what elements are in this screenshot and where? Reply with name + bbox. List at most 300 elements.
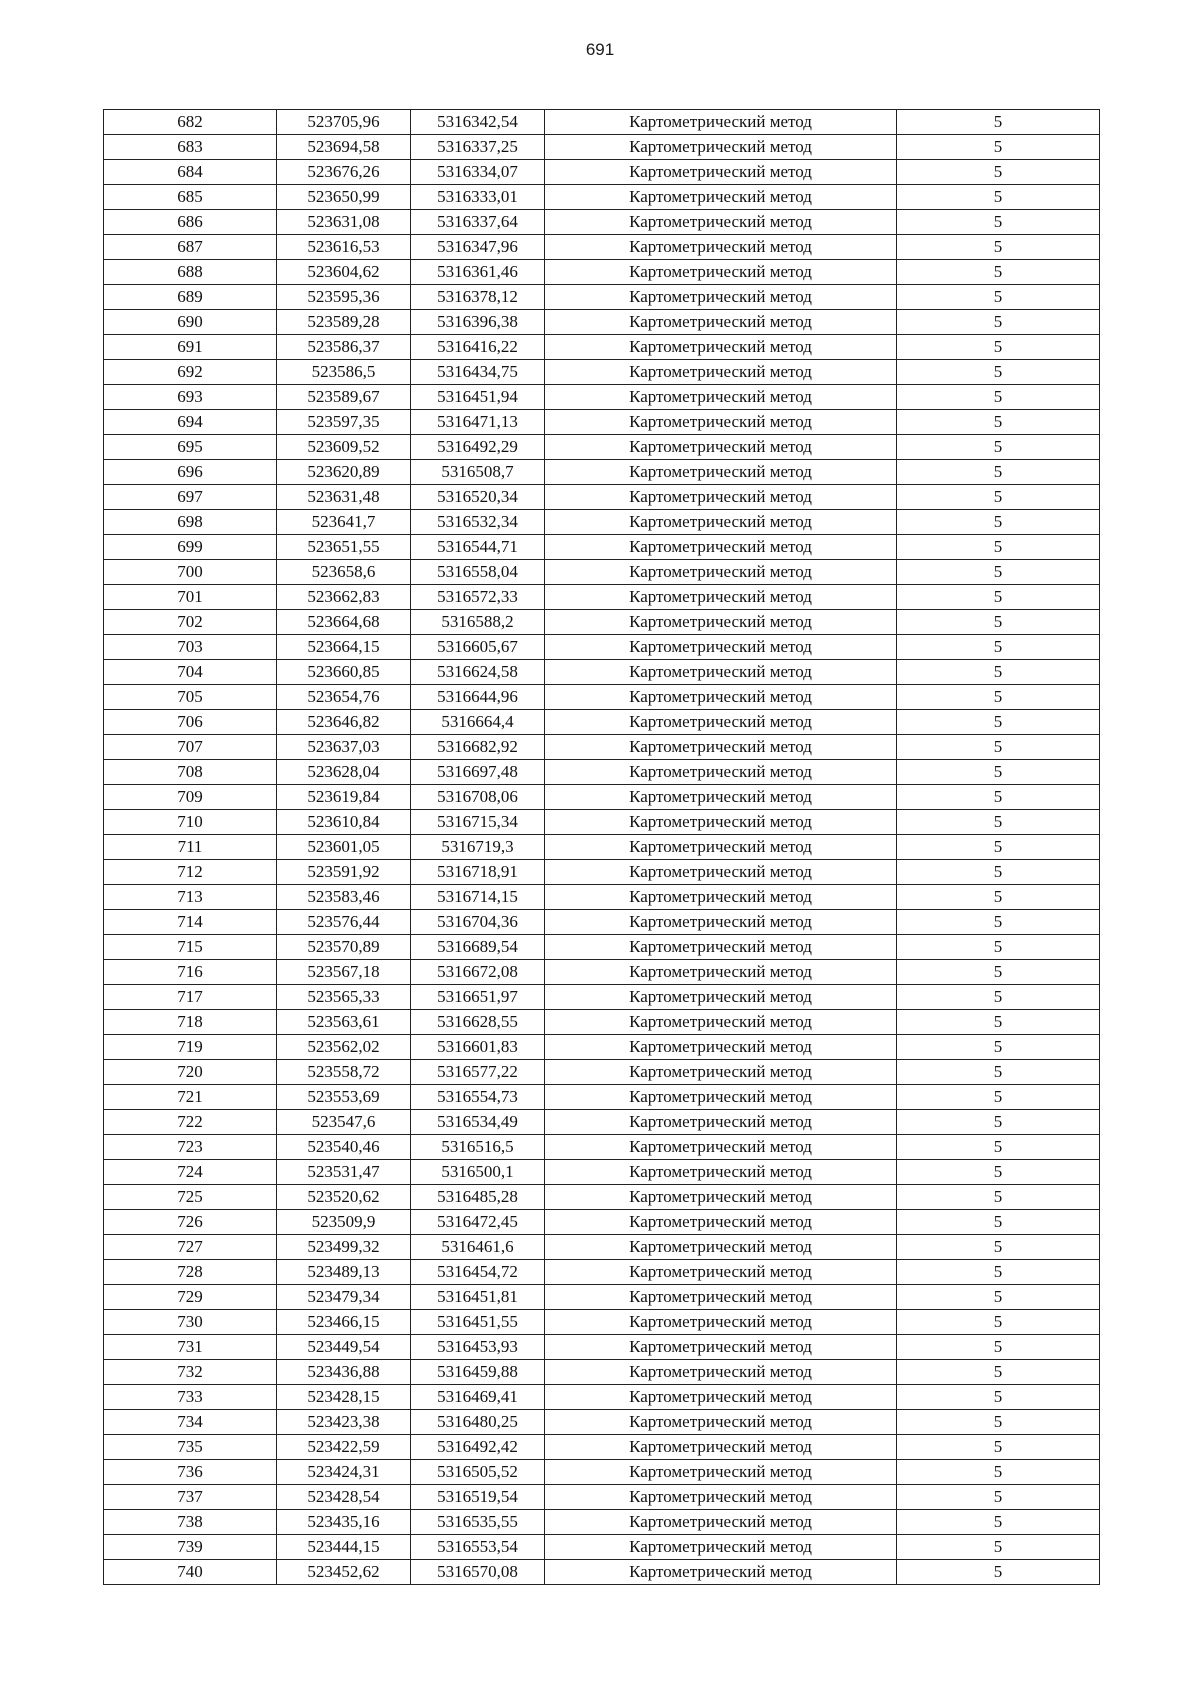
table-row: [104, 1335, 1100, 1360]
y-coordinate-cell: 5316378,12: [411, 285, 545, 310]
table-row: [104, 1010, 1100, 1035]
point-number-cell: 735: [104, 1435, 277, 1460]
point-number-cell: 737: [104, 1485, 277, 1510]
accuracy-cell: 5: [897, 610, 1100, 635]
point-number-cell: 721: [104, 1085, 277, 1110]
x-coordinate-cell: 523570,89: [277, 935, 411, 960]
method-cell: Картометрический метод: [545, 1460, 897, 1485]
table-row: [104, 735, 1100, 760]
method-cell: Картометрический метод: [545, 1185, 897, 1210]
table-row: [104, 585, 1100, 610]
table-row: [104, 1385, 1100, 1410]
method-cell: Картометрический метод: [545, 610, 897, 635]
table-row: [104, 985, 1100, 1010]
y-coordinate-cell: 5316454,72: [411, 1260, 545, 1285]
point-number-cell: 709: [104, 785, 277, 810]
x-coordinate-cell: 523520,62: [277, 1185, 411, 1210]
x-coordinate-cell: 523589,67: [277, 385, 411, 410]
table-row: [104, 560, 1100, 585]
x-coordinate-cell: 523424,31: [277, 1460, 411, 1485]
table-row: [104, 1260, 1100, 1285]
y-coordinate-cell: 5316361,46: [411, 260, 545, 285]
table-row: [104, 360, 1100, 385]
accuracy-cell: 5: [897, 910, 1100, 935]
accuracy-cell: 5: [897, 110, 1100, 135]
accuracy-cell: 5: [897, 1110, 1100, 1135]
point-number-cell: 725: [104, 1185, 277, 1210]
method-cell: Картометрический метод: [545, 435, 897, 460]
y-coordinate-cell: 5316347,96: [411, 235, 545, 260]
x-coordinate-cell: 523466,15: [277, 1310, 411, 1335]
method-cell: Картометрический метод: [545, 985, 897, 1010]
accuracy-cell: 5: [897, 535, 1100, 560]
x-coordinate-cell: 523610,84: [277, 810, 411, 835]
accuracy-cell: 5: [897, 1535, 1100, 1560]
point-number-cell: 701: [104, 585, 277, 610]
method-cell: Картометрический метод: [545, 1160, 897, 1185]
point-number-cell: 705: [104, 685, 277, 710]
method-cell: Картометрический метод: [545, 635, 897, 660]
y-coordinate-cell: 5316628,55: [411, 1010, 545, 1035]
table-row: [104, 210, 1100, 235]
y-coordinate-cell: 5316453,93: [411, 1335, 545, 1360]
table-row: [104, 260, 1100, 285]
x-coordinate-cell: 523562,02: [277, 1035, 411, 1060]
accuracy-cell: 5: [897, 1260, 1100, 1285]
point-number-cell: 689: [104, 285, 277, 310]
x-coordinate-cell: 523567,18: [277, 960, 411, 985]
accuracy-cell: 5: [897, 785, 1100, 810]
x-coordinate-cell: 523479,34: [277, 1285, 411, 1310]
accuracy-cell: 5: [897, 735, 1100, 760]
x-coordinate-cell: 523637,03: [277, 735, 411, 760]
method-cell: Картометрический метод: [545, 1260, 897, 1285]
accuracy-cell: 5: [897, 385, 1100, 410]
point-number-cell: 695: [104, 435, 277, 460]
accuracy-cell: 5: [897, 1360, 1100, 1385]
y-coordinate-cell: 5316485,28: [411, 1185, 545, 1210]
method-cell: Картометрический метод: [545, 1560, 897, 1585]
x-coordinate-cell: 523676,26: [277, 160, 411, 185]
y-coordinate-cell: 5316492,42: [411, 1435, 545, 1460]
accuracy-cell: 5: [897, 885, 1100, 910]
method-cell: Картометрический метод: [545, 535, 897, 560]
point-number-cell: 697: [104, 485, 277, 510]
table-row: [104, 235, 1100, 260]
accuracy-cell: 5: [897, 810, 1100, 835]
point-number-cell: 710: [104, 810, 277, 835]
x-coordinate-cell: 523547,6: [277, 1110, 411, 1135]
x-coordinate-cell: 523591,92: [277, 860, 411, 885]
method-cell: Картометрический метод: [545, 1410, 897, 1435]
y-coordinate-cell: 5316472,45: [411, 1210, 545, 1235]
y-coordinate-cell: 5316416,22: [411, 335, 545, 360]
x-coordinate-cell: 523565,33: [277, 985, 411, 1010]
method-cell: Картометрический метод: [545, 1110, 897, 1135]
point-number-cell: 720: [104, 1060, 277, 1085]
y-coordinate-cell: 5316505,52: [411, 1460, 545, 1485]
table-row: [104, 385, 1100, 410]
point-number-cell: 706: [104, 710, 277, 735]
table-row: [104, 1210, 1100, 1235]
point-number-cell: 715: [104, 935, 277, 960]
table-row: [104, 1285, 1100, 1310]
accuracy-cell: 5: [897, 1235, 1100, 1260]
accuracy-cell: 5: [897, 410, 1100, 435]
y-coordinate-cell: 5316500,1: [411, 1160, 545, 1185]
table-row: [104, 1560, 1100, 1585]
x-coordinate-cell: 523604,62: [277, 260, 411, 285]
y-coordinate-cell: 5316697,48: [411, 760, 545, 785]
table-row: [104, 810, 1100, 835]
point-number-cell: 692: [104, 360, 277, 385]
table-row: [104, 610, 1100, 635]
accuracy-cell: 5: [897, 460, 1100, 485]
y-coordinate-cell: 5316492,29: [411, 435, 545, 460]
y-coordinate-cell: 5316535,55: [411, 1510, 545, 1535]
y-coordinate-cell: 5316469,41: [411, 1385, 545, 1410]
x-coordinate-cell: 523558,72: [277, 1060, 411, 1085]
y-coordinate-cell: 5316651,97: [411, 985, 545, 1010]
table-row: [104, 160, 1100, 185]
x-coordinate-cell: 523705,96: [277, 110, 411, 135]
accuracy-cell: 5: [897, 210, 1100, 235]
point-number-cell: 723: [104, 1135, 277, 1160]
table-row: [104, 1535, 1100, 1560]
y-coordinate-cell: 5316558,04: [411, 560, 545, 585]
method-cell: Картометрический метод: [545, 560, 897, 585]
table-row: [104, 1085, 1100, 1110]
point-number-cell: 730: [104, 1310, 277, 1335]
method-cell: Картометрический метод: [545, 810, 897, 835]
y-coordinate-cell: 5316333,01: [411, 185, 545, 210]
method-cell: Картометрический метод: [545, 835, 897, 860]
accuracy-cell: 5: [897, 1160, 1100, 1185]
table-row: [104, 185, 1100, 210]
page-number: 691: [585, 40, 615, 59]
y-coordinate-cell: 5316605,67: [411, 635, 545, 660]
table-row: [104, 1460, 1100, 1485]
accuracy-cell: 5: [897, 1310, 1100, 1335]
x-coordinate-cell: 523601,05: [277, 835, 411, 860]
point-number-cell: 693: [104, 385, 277, 410]
accuracy-cell: 5: [897, 835, 1100, 860]
method-cell: Картометрический метод: [545, 235, 897, 260]
table-row: [104, 910, 1100, 935]
table-row: [104, 960, 1100, 985]
method-cell: Картометрический метод: [545, 1335, 897, 1360]
point-number-cell: 686: [104, 210, 277, 235]
y-coordinate-cell: 5316534,49: [411, 1110, 545, 1135]
method-cell: Картометрический метод: [545, 1310, 897, 1335]
method-cell: Картометрический метод: [545, 460, 897, 485]
table-row: [104, 1310, 1100, 1335]
table-row: [104, 1110, 1100, 1135]
x-coordinate-cell: 523509,9: [277, 1210, 411, 1235]
method-cell: Картометрический метод: [545, 385, 897, 410]
accuracy-cell: 5: [897, 160, 1100, 185]
point-number-cell: 732: [104, 1360, 277, 1385]
table-row: [104, 110, 1100, 135]
x-coordinate-cell: 523435,16: [277, 1510, 411, 1535]
point-number-cell: 688: [104, 260, 277, 285]
method-cell: Картометрический метод: [545, 1085, 897, 1110]
y-coordinate-cell: 5316508,7: [411, 460, 545, 485]
x-coordinate-cell: 523646,82: [277, 710, 411, 735]
accuracy-cell: 5: [897, 1085, 1100, 1110]
method-cell: Картометрический метод: [545, 710, 897, 735]
accuracy-cell: 5: [897, 860, 1100, 885]
accuracy-cell: 5: [897, 1135, 1100, 1160]
accuracy-cell: 5: [897, 960, 1100, 985]
table-row: [104, 1135, 1100, 1160]
accuracy-cell: 5: [897, 485, 1100, 510]
y-coordinate-cell: 5316434,75: [411, 360, 545, 385]
table-row: [104, 1410, 1100, 1435]
accuracy-cell: 5: [897, 1510, 1100, 1535]
x-coordinate-cell: 523620,89: [277, 460, 411, 485]
x-coordinate-cell: 523595,36: [277, 285, 411, 310]
y-coordinate-cell: 5316714,15: [411, 885, 545, 910]
point-number-cell: 736: [104, 1460, 277, 1485]
method-cell: Картометрический метод: [545, 185, 897, 210]
table-row: [104, 1060, 1100, 1085]
x-coordinate-cell: 523553,69: [277, 1085, 411, 1110]
y-coordinate-cell: 5316572,33: [411, 585, 545, 610]
accuracy-cell: 5: [897, 1410, 1100, 1435]
point-number-cell: 728: [104, 1260, 277, 1285]
method-cell: Картометрический метод: [545, 735, 897, 760]
point-number-cell: 729: [104, 1285, 277, 1310]
point-number-cell: 683: [104, 135, 277, 160]
table-row: [104, 935, 1100, 960]
x-coordinate-cell: 523609,52: [277, 435, 411, 460]
x-coordinate-cell: 523664,15: [277, 635, 411, 660]
coordinates-table-body: [104, 110, 1100, 1585]
accuracy-cell: 5: [897, 510, 1100, 535]
coordinates-table: [103, 109, 1100, 1585]
point-number-cell: 731: [104, 1335, 277, 1360]
x-coordinate-cell: 523499,32: [277, 1235, 411, 1260]
x-coordinate-cell: 523628,04: [277, 760, 411, 785]
table-row: [104, 285, 1100, 310]
accuracy-cell: 5: [897, 685, 1100, 710]
method-cell: Картометрический метод: [545, 110, 897, 135]
accuracy-cell: 5: [897, 1035, 1100, 1060]
table-row: [104, 510, 1100, 535]
method-cell: Картометрический метод: [545, 335, 897, 360]
accuracy-cell: 5: [897, 760, 1100, 785]
table-row: [104, 685, 1100, 710]
x-coordinate-cell: 523619,84: [277, 785, 411, 810]
y-coordinate-cell: 5316588,2: [411, 610, 545, 635]
table-row: [104, 1360, 1100, 1385]
x-coordinate-cell: 523576,44: [277, 910, 411, 935]
method-cell: Картометрический метод: [545, 1060, 897, 1085]
point-number-cell: 699: [104, 535, 277, 560]
x-coordinate-cell: 523654,76: [277, 685, 411, 710]
method-cell: Картометрический метод: [545, 1285, 897, 1310]
x-coordinate-cell: 523423,38: [277, 1410, 411, 1435]
point-number-cell: 703: [104, 635, 277, 660]
accuracy-cell: 5: [897, 310, 1100, 335]
point-number-cell: 704: [104, 660, 277, 685]
x-coordinate-cell: 523589,28: [277, 310, 411, 335]
y-coordinate-cell: 5316459,88: [411, 1360, 545, 1385]
accuracy-cell: 5: [897, 360, 1100, 385]
table-row: [104, 785, 1100, 810]
point-number-cell: 684: [104, 160, 277, 185]
accuracy-cell: 5: [897, 1385, 1100, 1410]
method-cell: Картометрический метод: [545, 1035, 897, 1060]
method-cell: Картометрический метод: [545, 310, 897, 335]
x-coordinate-cell: 523658,6: [277, 560, 411, 585]
point-number-cell: 734: [104, 1410, 277, 1435]
method-cell: Картометрический метод: [545, 1435, 897, 1460]
y-coordinate-cell: 5316577,22: [411, 1060, 545, 1085]
table-row: [104, 1510, 1100, 1535]
method-cell: Картометрический метод: [545, 1235, 897, 1260]
point-number-cell: 724: [104, 1160, 277, 1185]
accuracy-cell: 5: [897, 660, 1100, 685]
method-cell: Картометрический метод: [545, 135, 897, 160]
accuracy-cell: 5: [897, 285, 1100, 310]
table-row: [104, 885, 1100, 910]
y-coordinate-cell: 5316544,71: [411, 535, 545, 560]
accuracy-cell: 5: [897, 1435, 1100, 1460]
y-coordinate-cell: 5316519,54: [411, 1485, 545, 1510]
x-coordinate-cell: 523563,61: [277, 1010, 411, 1035]
method-cell: Картометрический метод: [545, 960, 897, 985]
point-number-cell: 696: [104, 460, 277, 485]
x-coordinate-cell: 523586,37: [277, 335, 411, 360]
accuracy-cell: 5: [897, 985, 1100, 1010]
x-coordinate-cell: 523616,53: [277, 235, 411, 260]
method-cell: Картометрический метод: [545, 360, 897, 385]
table-row: [104, 635, 1100, 660]
y-coordinate-cell: 5316334,07: [411, 160, 545, 185]
table-row: [104, 1160, 1100, 1185]
y-coordinate-cell: 5316570,08: [411, 1560, 545, 1585]
accuracy-cell: 5: [897, 1010, 1100, 1035]
accuracy-cell: 5: [897, 1335, 1100, 1360]
method-cell: Картометрический метод: [545, 1010, 897, 1035]
point-number-cell: 711: [104, 835, 277, 860]
y-coordinate-cell: 5316461,6: [411, 1235, 545, 1260]
method-cell: Картометрический метод: [545, 210, 897, 235]
table-row: [104, 860, 1100, 885]
x-coordinate-cell: 523428,54: [277, 1485, 411, 1510]
table-row: [104, 835, 1100, 860]
table-row: [104, 710, 1100, 735]
point-number-cell: 691: [104, 335, 277, 360]
point-number-cell: 682: [104, 110, 277, 135]
table-row: [104, 310, 1100, 335]
y-coordinate-cell: 5316480,25: [411, 1410, 545, 1435]
x-coordinate-cell: 523631,48: [277, 485, 411, 510]
y-coordinate-cell: 5316451,81: [411, 1285, 545, 1310]
accuracy-cell: 5: [897, 435, 1100, 460]
table-row: [104, 1235, 1100, 1260]
y-coordinate-cell: 5316337,25: [411, 135, 545, 160]
x-coordinate-cell: 523444,15: [277, 1535, 411, 1560]
accuracy-cell: 5: [897, 1060, 1100, 1085]
x-coordinate-cell: 523660,85: [277, 660, 411, 685]
accuracy-cell: 5: [897, 1285, 1100, 1310]
y-coordinate-cell: 5316718,91: [411, 860, 545, 885]
accuracy-cell: 5: [897, 235, 1100, 260]
point-number-cell: 702: [104, 610, 277, 635]
y-coordinate-cell: 5316689,54: [411, 935, 545, 960]
x-coordinate-cell: 523662,83: [277, 585, 411, 610]
point-number-cell: 707: [104, 735, 277, 760]
point-number-cell: 722: [104, 1110, 277, 1135]
y-coordinate-cell: 5316704,36: [411, 910, 545, 935]
method-cell: Картометрический метод: [545, 1135, 897, 1160]
table-row: [104, 760, 1100, 785]
method-cell: Картометрический метод: [545, 585, 897, 610]
method-cell: Картометрический метод: [545, 510, 897, 535]
y-coordinate-cell: 5316708,06: [411, 785, 545, 810]
method-cell: Картометрический метод: [545, 860, 897, 885]
method-cell: Картометрический метод: [545, 1535, 897, 1560]
accuracy-cell: 5: [897, 185, 1100, 210]
accuracy-cell: 5: [897, 1485, 1100, 1510]
point-number-cell: 719: [104, 1035, 277, 1060]
point-number-cell: 739: [104, 1535, 277, 1560]
method-cell: Картометрический метод: [545, 285, 897, 310]
method-cell: Картометрический метод: [545, 1510, 897, 1535]
table-row: [104, 1035, 1100, 1060]
y-coordinate-cell: 5316342,54: [411, 110, 545, 135]
y-coordinate-cell: 5316715,34: [411, 810, 545, 835]
point-number-cell: 690: [104, 310, 277, 335]
x-coordinate-cell: 523583,46: [277, 885, 411, 910]
point-number-cell: 694: [104, 410, 277, 435]
point-number-cell: 687: [104, 235, 277, 260]
y-coordinate-cell: 5316520,34: [411, 485, 545, 510]
y-coordinate-cell: 5316532,34: [411, 510, 545, 535]
method-cell: Картометрический метод: [545, 260, 897, 285]
accuracy-cell: 5: [897, 1460, 1100, 1485]
y-coordinate-cell: 5316451,94: [411, 385, 545, 410]
method-cell: Картометрический метод: [545, 160, 897, 185]
accuracy-cell: 5: [897, 935, 1100, 960]
point-number-cell: 718: [104, 1010, 277, 1035]
method-cell: Картометрический метод: [545, 1360, 897, 1385]
method-cell: Картометрический метод: [545, 1485, 897, 1510]
y-coordinate-cell: 5316624,58: [411, 660, 545, 685]
accuracy-cell: 5: [897, 335, 1100, 360]
method-cell: Картометрический метод: [545, 1385, 897, 1410]
accuracy-cell: 5: [897, 710, 1100, 735]
y-coordinate-cell: 5316682,92: [411, 735, 545, 760]
table-row: [104, 435, 1100, 460]
x-coordinate-cell: 523641,7: [277, 510, 411, 535]
y-coordinate-cell: 5316471,13: [411, 410, 545, 435]
y-coordinate-cell: 5316719,3: [411, 835, 545, 860]
x-coordinate-cell: 523531,47: [277, 1160, 411, 1185]
table-row: [104, 1435, 1100, 1460]
y-coordinate-cell: 5316553,54: [411, 1535, 545, 1560]
x-coordinate-cell: 523422,59: [277, 1435, 411, 1460]
x-coordinate-cell: 523650,99: [277, 185, 411, 210]
table-row: [104, 410, 1100, 435]
table-row: [104, 335, 1100, 360]
point-number-cell: 726: [104, 1210, 277, 1235]
y-coordinate-cell: 5316337,64: [411, 210, 545, 235]
y-coordinate-cell: 5316644,96: [411, 685, 545, 710]
